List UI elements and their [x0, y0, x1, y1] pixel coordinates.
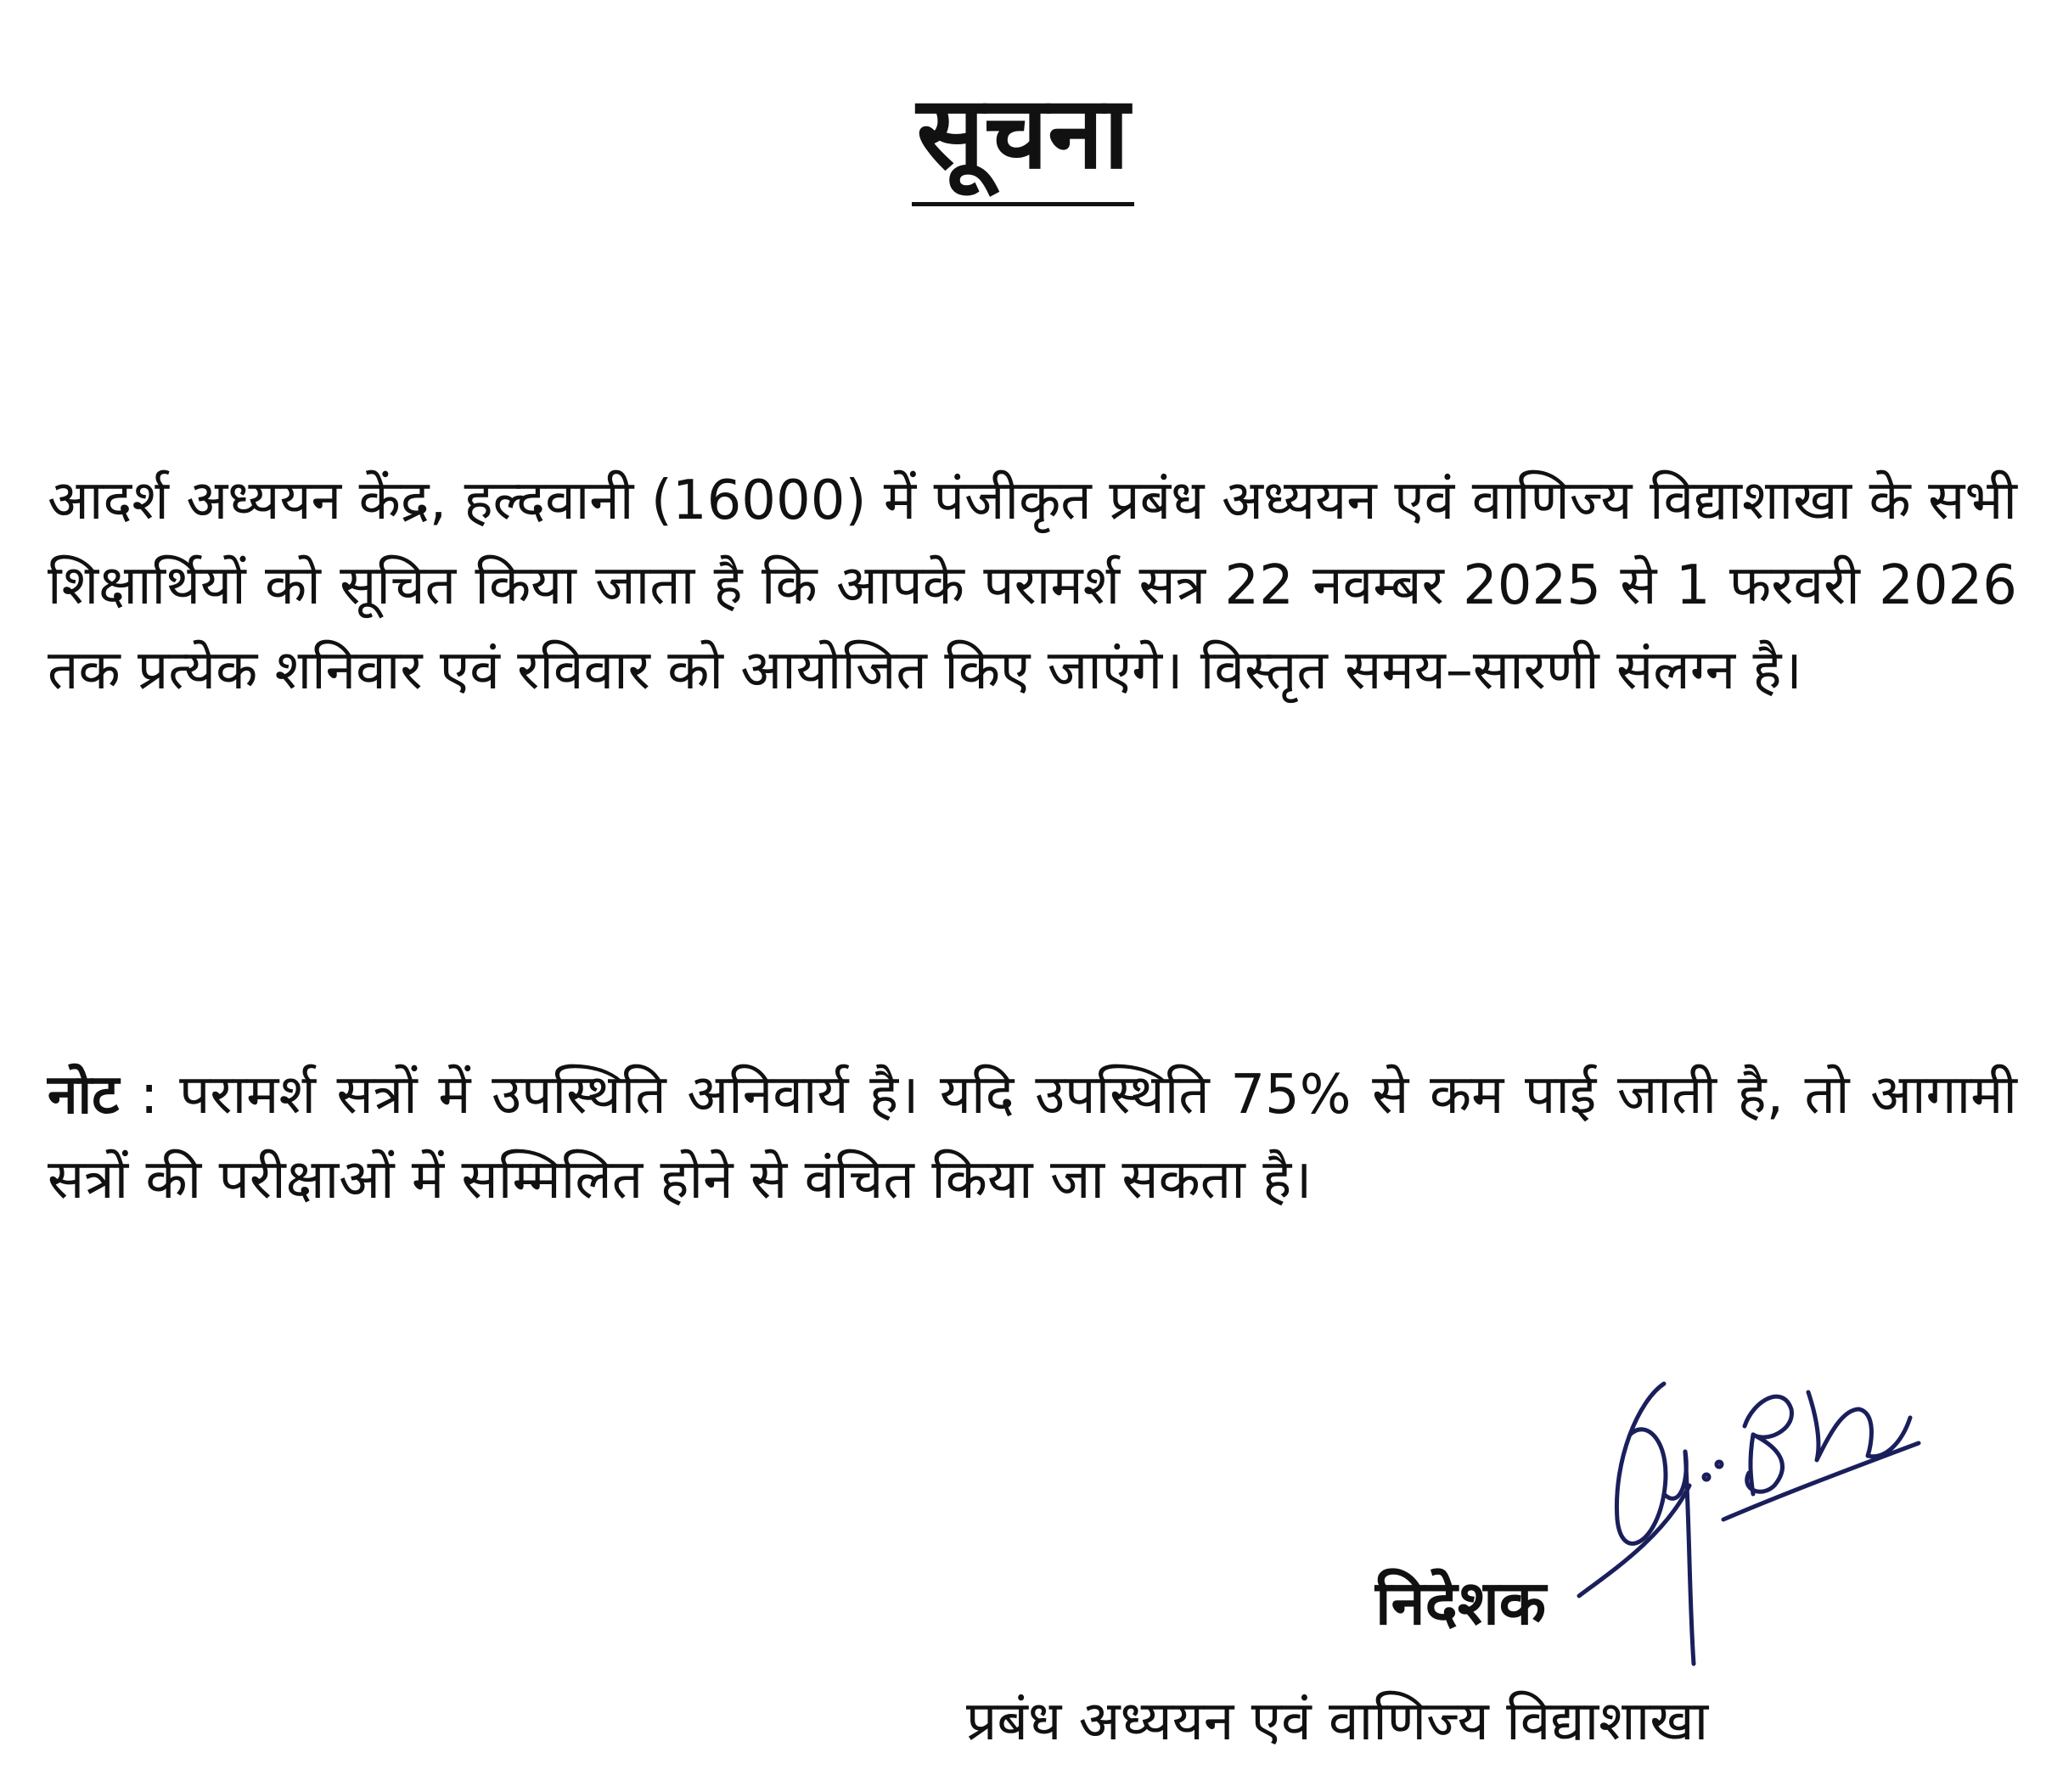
signatory-title: निदेशक	[1375, 1567, 1547, 1638]
handwritten-signature	[1562, 1350, 1927, 1672]
notice-title-text: सूचना	[912, 73, 1135, 206]
notice-note	[48, 1053, 2017, 1222]
note-separator: :	[119, 1064, 180, 1126]
note-label: नोट	[48, 1064, 120, 1126]
note-text: परामर्श सत्रों में उपस्थिति अनिवार्य है। यदि उपस्थिति 75% से कम पाई जाती है, तो आगामी सत्रों की परीक्षाओं में सम्मिलित होने से वंचित किया जा सकता है।	[48, 1064, 2017, 1211]
notice-title	[0, 73, 2046, 206]
notice-paragraph-1: आदर्श अध्ययन केंद्र, हल्दवानी (16000) में पंजीकृत प्रबंध अध्ययन एवं वाणिज्य विद्याशाखा के सभी शिक्षार्थियों को सूचित किया जाता है कि आपके परामर्श सत्र 22 नवम्बर 2025 से 1 फरवरी 2026 तक प्रत्येक शनिवार एवं रविवार को आयोजित किए जाएंगे। विस्तृत समय–सारणी संलग्न है।	[48, 469, 2017, 702]
signatory-department: प्रबंध अध्ययन एवं वाणिज्य विद्याशाखा	[966, 1690, 1709, 1753]
